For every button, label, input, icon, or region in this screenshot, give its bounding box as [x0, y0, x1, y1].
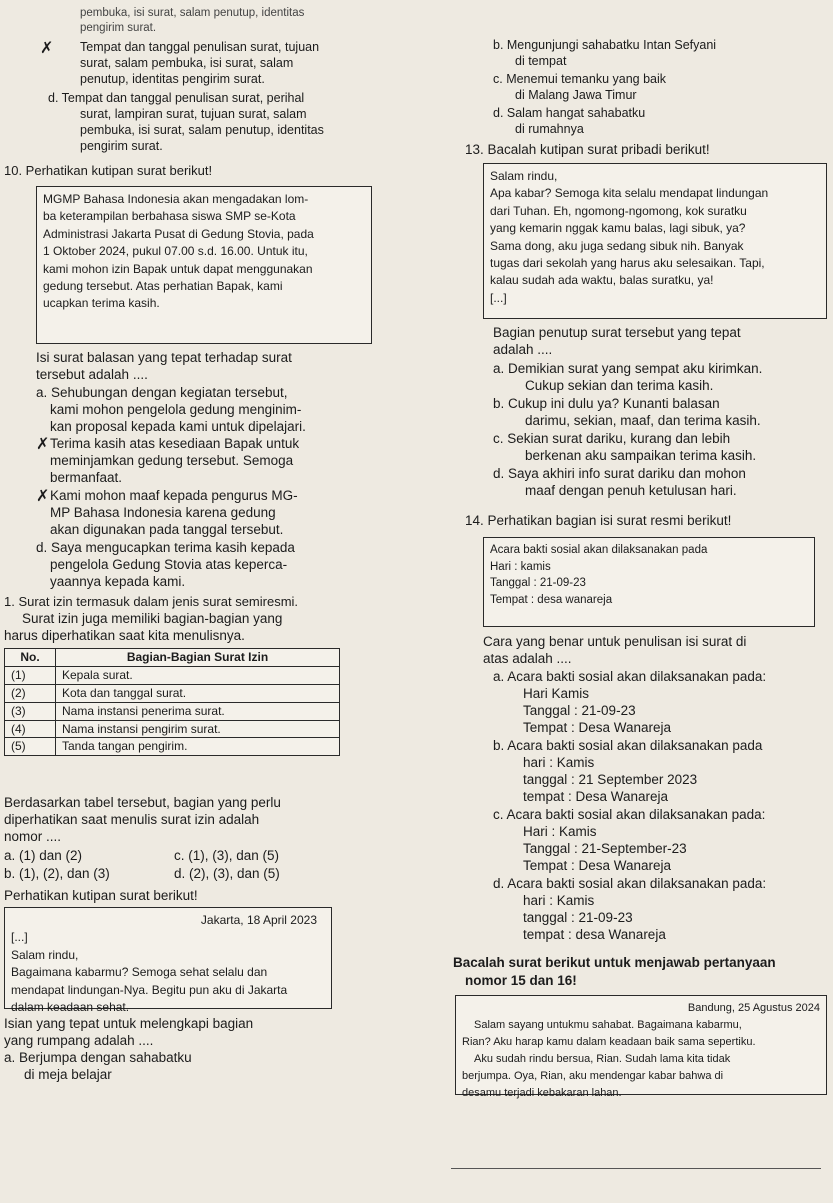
q14-box-hari: Hari : kamis [490, 560, 551, 573]
q9-option-d-line1: d. Tempat dan tanggal penulisan surat, perihal [48, 91, 305, 105]
q15-letter-box [455, 995, 827, 1100]
q12-box-line: dalam keadaan sehat. [11, 999, 130, 1014]
q12-question-line2: yang rumpang adalah .... [4, 1033, 154, 1048]
q15-box-line: Aku sudah rindu bersua, Rian. Sudah lama kita tidak [474, 1053, 731, 1066]
q10-box-line: gedung tersebut. Atas perhatian Bapak, kami [43, 278, 283, 293]
q10-letter-box [36, 186, 372, 344]
q13-box-line: yang kemarin nggak kamu balas, lagi sibuk, ya? [490, 221, 746, 236]
q9-option-d-line2: surat, lampiran surat, tujuan surat, salam [80, 107, 307, 121]
q15-heading-line1: Bacalah surat berikut untuk menjawab pertanyaan [453, 955, 776, 970]
q12-option-a-line1: a. Berjumpa dengan sahabatku [4, 1050, 192, 1065]
q14-option-d-line3: tanggal : 21-09-23 [523, 910, 633, 925]
q9-option-d-line3: pembuka, isi surat, salam penutup, identitas [80, 123, 324, 137]
q14-box-tempat: Tempat : desa wanareja [490, 594, 613, 607]
q15-box-line: desamu terjadi kebakaran lahan. [462, 1087, 622, 1100]
table-cell-part: Nama instansi pengirim surat. [56, 720, 340, 738]
q10-box-line: Administrasi Jakarta Pusat di Gedung Stovia, pada [43, 226, 314, 241]
table-cell-no: (3) [5, 702, 56, 720]
table-cell-part: Tanda tangan pengirim. [56, 738, 340, 756]
q14-content-box [483, 537, 815, 627]
table-header-part: Bagian-Bagian Surat Izin [56, 649, 340, 667]
q12-box-greeting: Salam rindu, [11, 947, 79, 962]
q12-option-b-line2: di tempat [515, 54, 567, 68]
q12-option-b-line1: b. Mengunjungi sahabatku Intan Sefyani [493, 38, 717, 52]
q14-box-line: Acara bakti sosial akan dilaksanakan pada [490, 544, 708, 556]
q10-box-line: ucapkan terima kasih. [43, 296, 160, 311]
table-cell-part: Nama instansi penerima surat. [56, 702, 340, 720]
table-row [5, 702, 340, 720]
q13-box-line: dari Tuhan. Eh, ngomong-ngomong, kok suratku [490, 203, 747, 218]
q10-box-line: kami mohon izin Bapak untuk dapat menggunakan [43, 261, 313, 276]
q12-box-date: Jakarta, 18 April 2023 [200, 913, 317, 927]
q14-box-tanggal: Tanggal : 21-09-23 [490, 577, 586, 590]
bottom-divider [451, 1168, 821, 1169]
q13-box-line: tugas dari sekolah yang harus aku selesaikan. Tapi, [490, 255, 765, 270]
q14-option-a-line1: a. Acara bakti sosial akan dilaksanakan pada: [493, 669, 767, 684]
table-cell-part: Kota dan tanggal surat. [56, 684, 340, 702]
table-cell-no: (5) [5, 738, 56, 756]
q10-option-a-line3: kan proposal kepada kami untuk dipelajari. [50, 419, 306, 434]
q15-box-line: Rian? Aku harap kamu dalam keadaan baik sama sepertiku. [462, 1036, 756, 1049]
q14-question-line1: Cara yang benar untuk penulisan isi surat di [483, 634, 747, 649]
cross-mark-icon: ✗ [40, 38, 54, 57]
q14-option-d-line4: tempat : desa Wanareja [523, 927, 666, 942]
q9-option-d-line4: pengirim surat. [80, 139, 163, 153]
q13-title: 13. Bacalah kutipan surat pribadi berikut! [465, 142, 710, 157]
q13-option-c-line2: berkenan aku sampaikan terima kasih. [525, 448, 757, 463]
table-cell-no: (4) [5, 720, 56, 738]
q9-option-b-line1: pembuka, isi surat, salam penutup, identitas [80, 7, 305, 19]
q14-option-c-line4: Tempat : Desa Wanareja [523, 858, 672, 873]
q12-box-blank: [...] [11, 930, 28, 945]
q13-box-line: kalau sudah ada waktu, balas suratku, ya! [490, 273, 714, 288]
table-header-row [5, 649, 340, 667]
q10-option-d-line2: pengelola Gedung Stovia atas keperca- [50, 557, 288, 572]
q12-option-c-line2: di Malang Jawa Timur [515, 88, 637, 102]
q10-question-line2: tersebut adalah .... [36, 367, 148, 382]
table-header-no: No. [5, 649, 56, 667]
q13-box-blank: [...] [490, 290, 507, 305]
cross-mark-icon: ✗ [36, 434, 50, 453]
q11-parts-table [4, 648, 340, 756]
q12-option-a-line2: di meja belajar [24, 1067, 112, 1082]
q10-option-c-line3: akan digunakan pada tanggal tersebut. [50, 522, 284, 537]
q11-option-b: b. (1), (2), dan (3) [4, 866, 110, 881]
q11-question-line3: nomor .... [4, 829, 62, 844]
table-cell-no: (2) [5, 684, 56, 702]
q12-box-line: Bagaimana kabarmu? Semoga sehat selalu dan [11, 965, 268, 980]
cross-mark-icon: ✗ [36, 486, 50, 505]
q14-option-a-line2: Hari Kamis [523, 686, 590, 701]
q11-text-line2: Surat izin juga memiliki bagian-bagian yang [22, 611, 283, 626]
q13-box-line: Apa kabar? Semoga kita selalu mendapat lindungan [490, 186, 769, 201]
q12-box-line: mendapat lindungan-Nya. Begitu pun aku di Jakarta [11, 982, 288, 997]
q11-question-line2: diperhatikan saat menulis surat izin adalah [4, 812, 260, 827]
q11-question-line1: Berdasarkan tabel tersebut, bagian yang perlu [4, 795, 281, 810]
q13-option-b-line1: b. Cukup ini dulu ya? Kunanti balasan [493, 396, 720, 411]
q14-option-a-line3: Tanggal : 21-09-23 [523, 703, 636, 718]
q9-option-c-line3: penutup, identitas pengirim surat. [80, 72, 265, 86]
q10-question-line1: Isi surat balasan yang tepat terhadap surat [36, 350, 292, 365]
q14-option-d-line2: hari : Kamis [523, 893, 595, 908]
q9-option-c-line1: Tempat dan tanggal penulisan surat, tujuan [80, 40, 320, 54]
q10-title: 10. Perhatikan kutipan surat berikut! [4, 163, 213, 178]
table-row [5, 684, 340, 702]
q13-box-greeting: Salam rindu, [490, 169, 558, 183]
q12-letter-box [4, 907, 332, 1014]
q10-option-a-line1: a. Sehubungan dengan kegiatan tersebut, [36, 385, 288, 400]
q14-option-d-line1: d. Acara bakti sosial akan dilaksanakan pada: [493, 876, 767, 891]
q15-box-line: Salam sayang untukmu sahabat. Bagaimana kabarmu, [474, 1019, 742, 1032]
q14-option-b-line1: b. Acara bakti sosial akan dilaksanakan pada [493, 738, 763, 753]
q14-title: 14. Perhatikan bagian isi surat resmi berikut! [465, 513, 732, 528]
q15-box-line: berjumpa. Oya, Rian, aku mendengar kabar bahwa di [462, 1070, 724, 1083]
table-cell-part: Kepala surat. [56, 666, 340, 684]
q9-option-b-line2: pengirim surat. [80, 22, 157, 34]
q14-option-b-line4: tempat : Desa Wanareja [523, 789, 669, 804]
table-row [5, 738, 340, 756]
q14-option-b-line3: tanggal : 21 September 2023 [523, 772, 698, 787]
q12-option-d-line1: d. Salam hangat sahabatku [493, 106, 646, 120]
q11-text-line1: 1. Surat izin termasuk dalam jenis surat semiresmi. [4, 594, 299, 609]
q13-question-line1: Bagian penutup surat tersebut yang tepat [493, 325, 741, 340]
q12-intro: Perhatikan kutipan surat berikut! [4, 888, 198, 903]
q14-option-c-line2: Hari : Kamis [523, 824, 597, 839]
q10-box-line: 1 Oktober 2024, pukul 07.00 s.d. 16.00. Untuk itu, [43, 244, 308, 259]
q13-option-d-line1: d. Saya akhiri info surat dariku dan mohon [493, 466, 746, 481]
q10-option-c-line2: MP Bahasa Indonesia karena gedung [50, 505, 276, 520]
q9-option-c-line2: surat, salam pembuka, isi surat, salam [80, 56, 294, 70]
q10-box-line: MGMP Bahasa Indonesia akan mengadakan lom- [43, 192, 309, 206]
q12-question-line1: Isian yang tepat untuk melengkapi bagian [4, 1016, 254, 1031]
q10-option-c-line1: Kami mohon maaf kepada pengurus MG- [50, 488, 298, 503]
q15-box-date: Bandung, 25 Agustus 2024 [687, 1002, 820, 1014]
q13-option-a-line1: a. Demikian surat yang sempat aku kirimkan. [493, 361, 763, 376]
table-row [5, 666, 340, 684]
q10-option-b-line3: bermanfaat. [50, 470, 123, 485]
table-cell-no: (1) [5, 666, 56, 684]
q11-option-d: d. (2), (3), dan (5) [174, 866, 280, 881]
q13-letter-box [483, 163, 827, 319]
q14-option-a-line4: Tempat : Desa Wanareja [523, 720, 672, 735]
q12-option-c-line1: c. Menemui temanku yang baik [493, 72, 667, 86]
table-row [5, 720, 340, 738]
q14-option-b-line2: hari : Kamis [523, 755, 595, 770]
q13-option-d-line2: maaf dengan penuh ketulusan hari. [525, 483, 737, 498]
q13-option-b-line2: darimu, sekian, maaf, dan terima kasih. [525, 413, 761, 428]
q12-option-d-line2: di rumahnya [515, 122, 584, 136]
q11-option-c: c. (1), (3), dan (5) [174, 848, 280, 863]
q10-option-d-line3: yaannya kepada kami. [50, 574, 186, 589]
q14-question-line2: atas adalah .... [483, 651, 572, 666]
q10-option-a-line2: kami mohon pengelola gedung menginim- [50, 402, 302, 417]
q13-option-c-line1: c. Sekian surat dariku, kurang dan lebih [493, 431, 731, 446]
q13-box-line: Sama dong, aku juga sedang sibuk nih. Banyak [490, 238, 744, 253]
q10-option-d-line1: d. Saya mengucapkan terima kasih kepada [36, 540, 295, 555]
q11-text-line3: harus diperhatikan saat kita menulisnya. [4, 628, 245, 643]
q10-option-b-line2: meminjamkan gedung tersebut. Semoga [50, 453, 294, 468]
q10-option-b-line1: Terima kasih atas kesediaan Bapak untuk [50, 436, 300, 451]
q13-question-line2: adalah .... [493, 342, 553, 357]
q15-heading-line2: nomor 15 dan 16! [465, 973, 577, 988]
q14-option-c-line1: c. Acara bakti sosial akan dilaksanakan pada: [493, 807, 766, 822]
q13-option-a-line2: Cukup sekian dan terima kasih. [525, 378, 714, 393]
q11-option-a: a. (1) dan (2) [4, 848, 83, 863]
q14-option-c-line3: Tanggal : 21-September-23 [523, 841, 687, 856]
q10-box-line: ba keterampilan berbahasa siswa SMP se-Kota [43, 209, 296, 224]
